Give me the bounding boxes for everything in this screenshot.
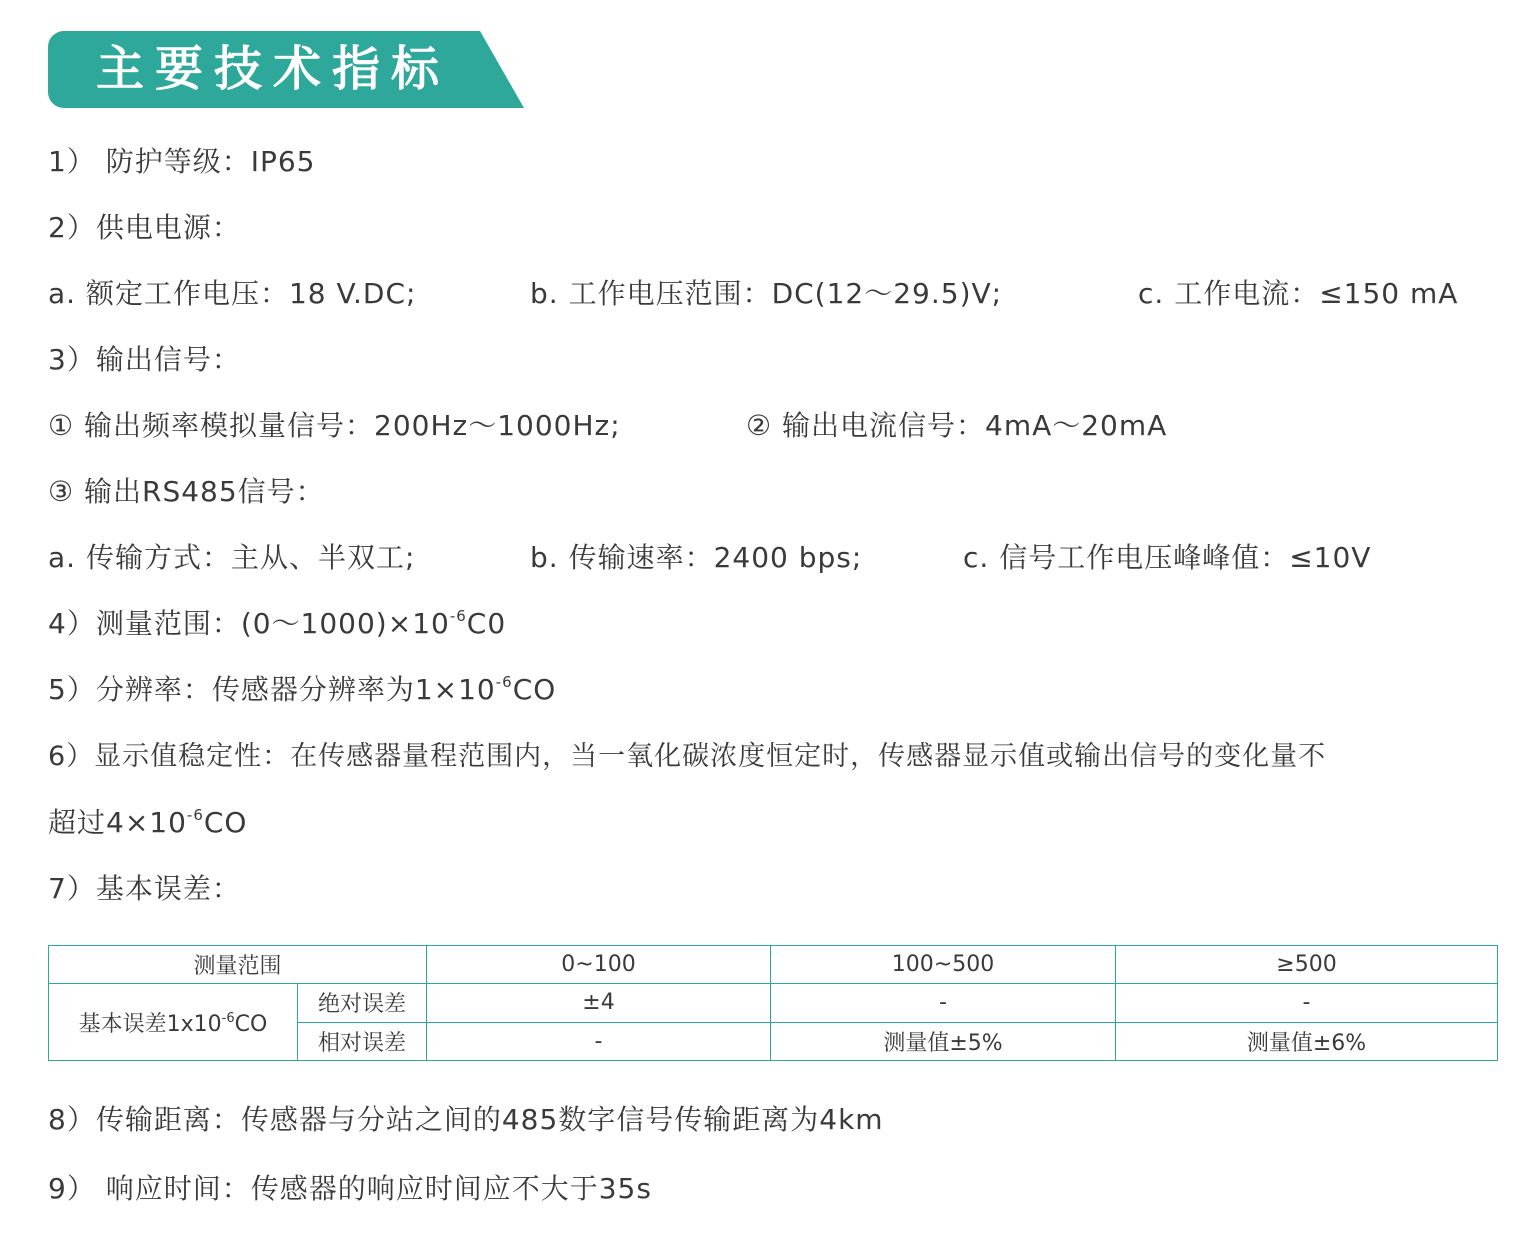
row-label-unit: CO xyxy=(234,1011,268,1037)
header-col-1: 0~100 xyxy=(427,946,771,984)
abs-error-cell-1: ±4 xyxy=(427,984,771,1023)
range-unit: C0 xyxy=(466,607,507,640)
header-col-3: ≥500 xyxy=(1116,946,1498,984)
row-label-basic-error xyxy=(49,984,298,1061)
output-current: ② 输出电流信号：4mA～20mA xyxy=(746,409,1168,442)
row-label-exponent: -6 xyxy=(221,1010,235,1026)
rs-mode: a. 传输方式：主从、半双工; xyxy=(48,541,416,574)
resolution-exponent: -6 xyxy=(495,673,513,691)
power-a: a. 额定工作电压：18 V.DC; xyxy=(48,277,417,310)
item-range xyxy=(48,604,506,644)
stability-unit: CO xyxy=(203,806,248,839)
rel-error-label: 相对误差 xyxy=(298,1022,427,1061)
abs-error-label: 绝对误差 xyxy=(298,984,427,1023)
range-exponent: -6 xyxy=(449,607,467,625)
item-power-title: 2）供电电源： xyxy=(48,211,241,244)
rs-rate: b. 传输速率：2400 bps; xyxy=(530,541,863,574)
item-stability-line1: 6）显示值稳定性：在传感器量程范围内，当一氧化碳浓度恒定时，传感器显示值或输出信号的变化量不 xyxy=(48,741,1327,772)
item-stability-line2 xyxy=(48,803,247,843)
item-basic-error-title: 7）基本误差： xyxy=(48,872,241,905)
item-output-title: 3）输出信号： xyxy=(48,343,241,376)
item-resolution xyxy=(48,670,556,710)
abs-error-cell-3: - xyxy=(1116,984,1498,1023)
resolution-text: 5）分辨率：传感器分辨率为1×10 xyxy=(48,673,496,706)
item-response: 9） 响应时间：传感器的响应时间应不大于35s xyxy=(48,1172,652,1205)
table-row-absolute xyxy=(49,984,1498,1023)
header-col-2: 100~500 xyxy=(771,946,1116,984)
banner-title: 主要技术指标 xyxy=(96,41,451,97)
stability-text: 超过4×10 xyxy=(48,806,187,839)
table-header-row xyxy=(49,946,1498,984)
power-c: c. 工作电流：≤150 mA xyxy=(1138,277,1459,310)
output-frequency: ① 输出频率模拟量信号：200Hz～1000Hz; xyxy=(48,409,621,442)
resolution-unit: CO xyxy=(512,673,557,706)
rs-voltage: c. 信号工作电压峰峰值：≤10V xyxy=(963,541,1372,574)
header-range-cell: 测量范围 xyxy=(49,946,427,984)
rel-error-cell-2: 测量值±5% xyxy=(771,1022,1116,1061)
row-label-text: 基本误差1x10 xyxy=(78,1011,222,1037)
abs-error-cell-2: - xyxy=(771,984,1116,1023)
stability-exponent: -6 xyxy=(186,806,204,824)
rel-error-cell-1: - xyxy=(427,1022,771,1061)
rel-error-cell-3: 测量值±6% xyxy=(1116,1022,1498,1061)
output-rs485: ③ 输出RS485信号： xyxy=(48,475,325,508)
range-text: 4）测量范围：(0～1000)×10 xyxy=(48,607,450,640)
basic-error-table xyxy=(48,945,1498,1061)
item-distance: 8）传输距离：传感器与分站之间的485数字信号传输距离为4km xyxy=(48,1103,884,1136)
power-b: b. 工作电压范围：DC(12～29.5)V; xyxy=(530,277,1003,310)
item-protection: 1） 防护等级：IP65 xyxy=(48,145,316,178)
